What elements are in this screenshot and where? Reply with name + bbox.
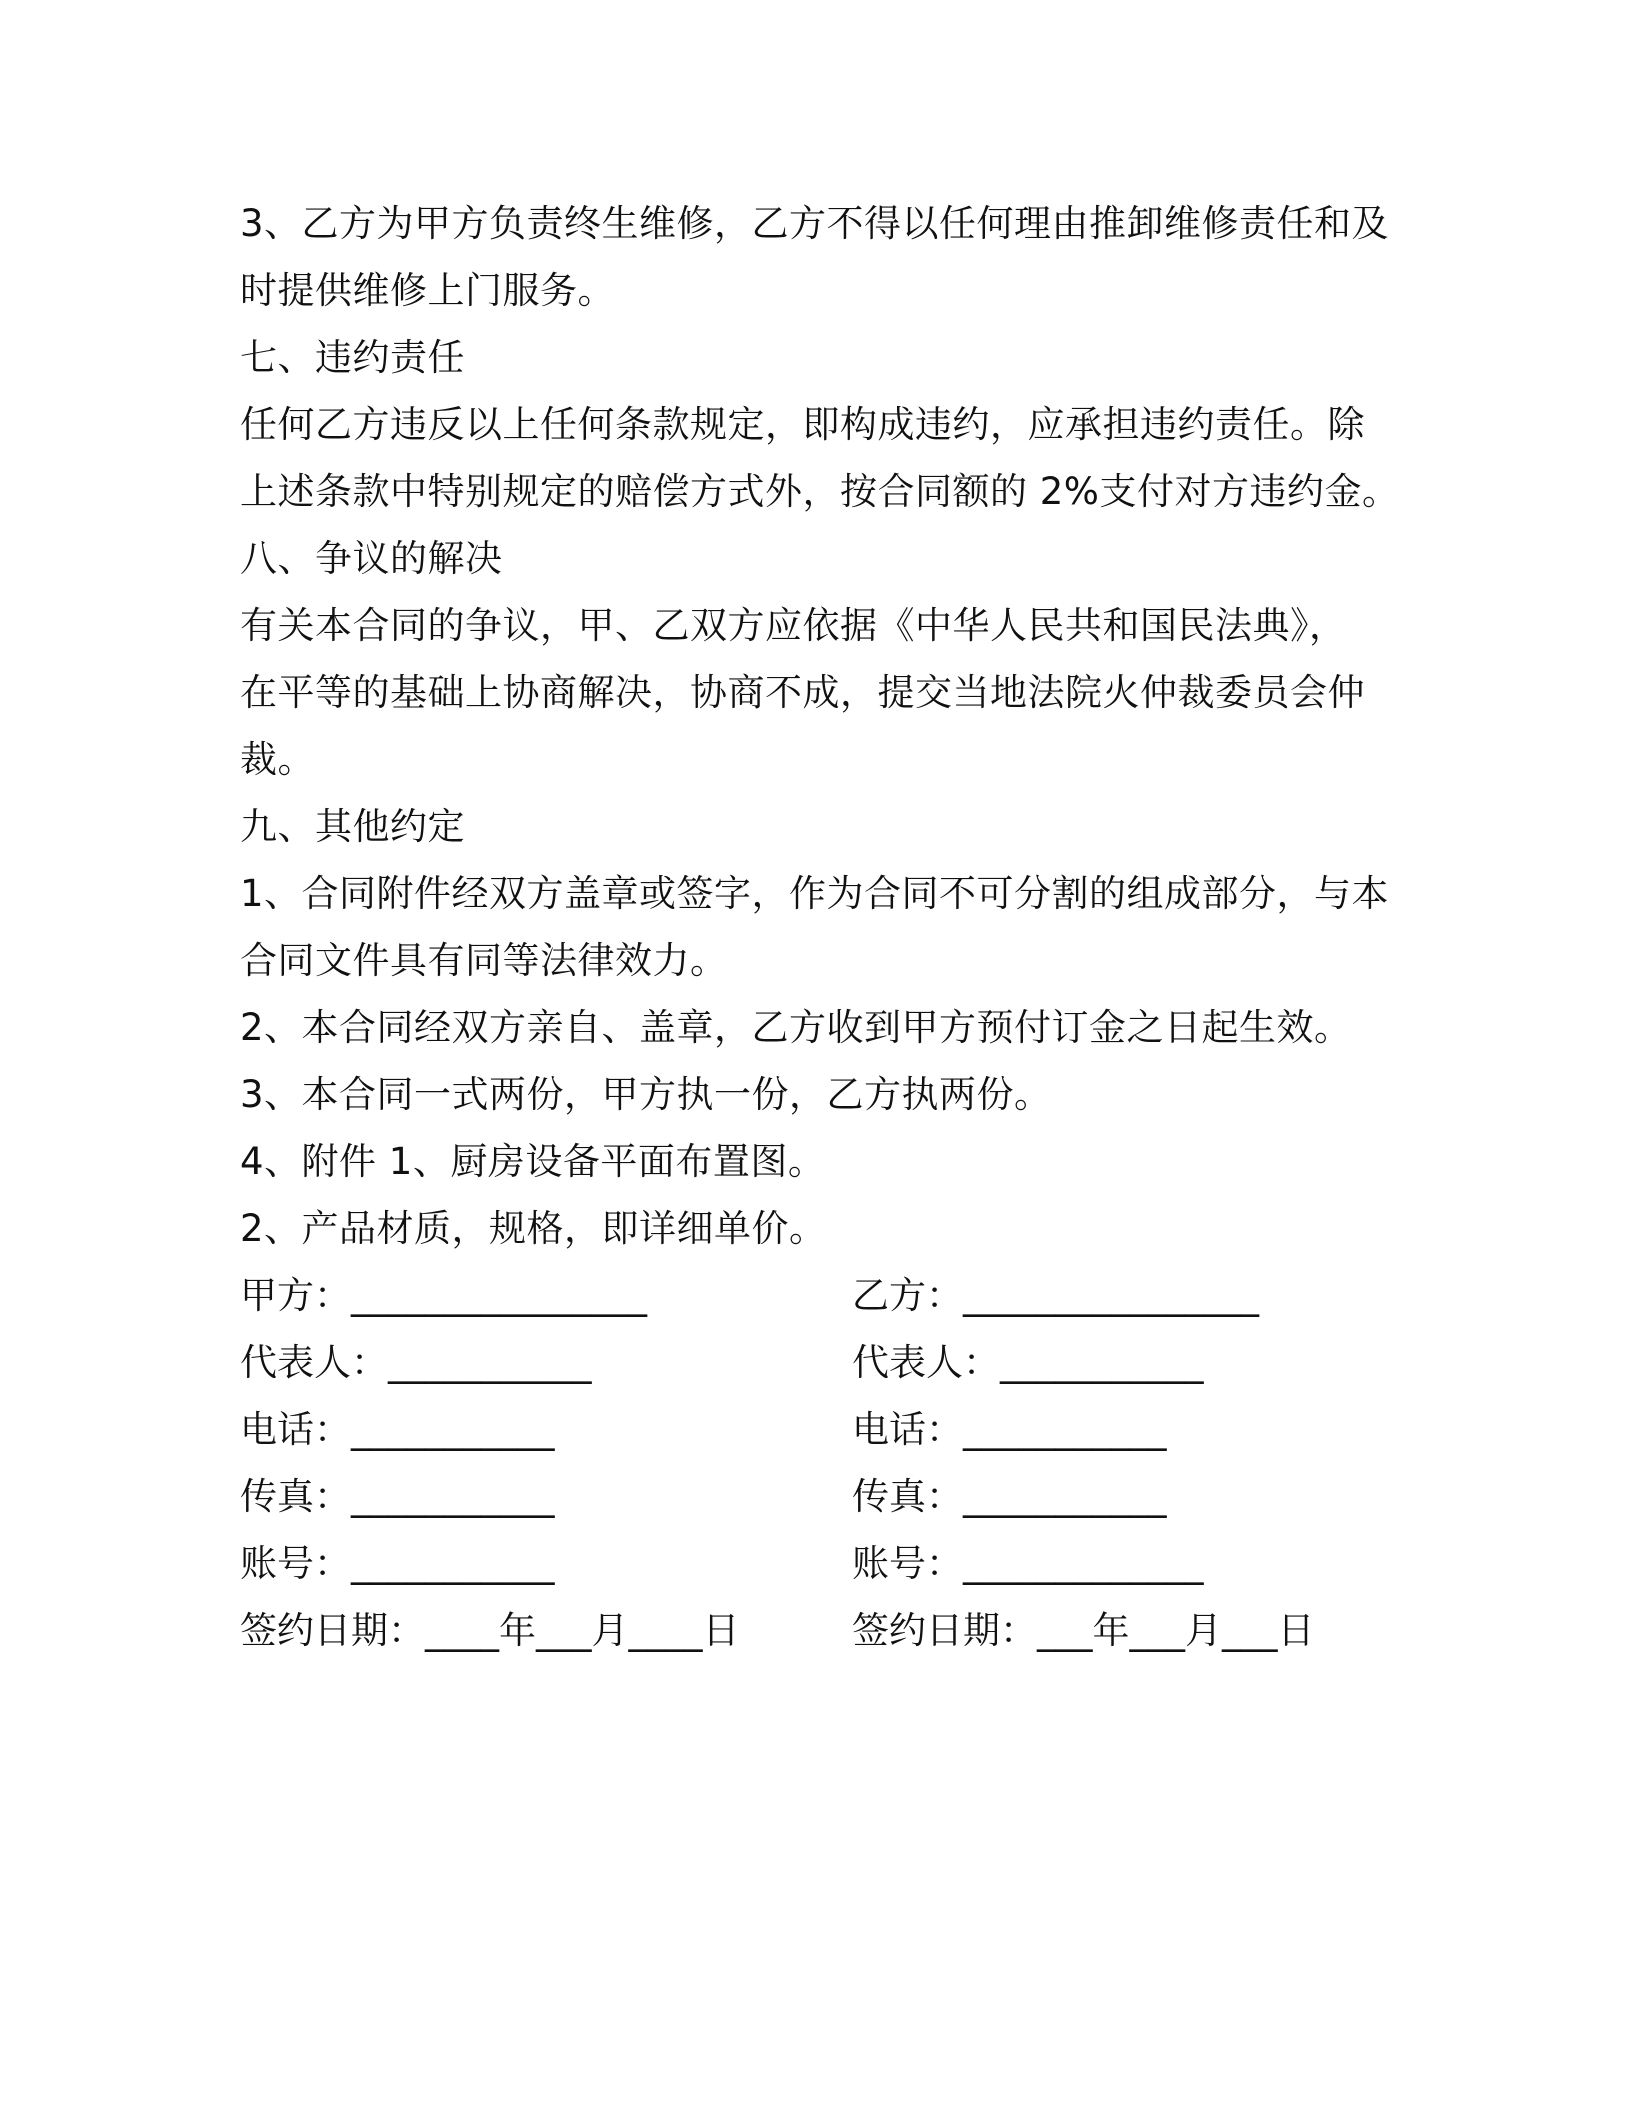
section-8-text-line-2: 在平等的基础上协商解决，协商不成，提交当地法院火仲裁委员会仲	[240, 671, 1365, 714]
section-9-item-4: 4、附件 1、厨房设备平面布置图。	[240, 1140, 826, 1183]
party-a-fax-field: 传真：___________	[240, 1475, 555, 1518]
clause-3-maintenance-line-1: 3、乙方为甲方负责终生维修，乙方不得以任何理由推卸维修责任和及	[240, 202, 1390, 245]
section-9-item-3: 3、本合同一式两份，甲方执一份，乙方执两份。	[240, 1073, 1052, 1116]
section-9-item-2: 2、本合同经双方亲自、盖章，乙方收到甲方预付订金之日起生效。	[240, 1006, 1352, 1049]
signature-row-party	[240, 1262, 1390, 1329]
section-9-heading: 九、其他约定	[240, 805, 465, 848]
party-b-phone-field: 电话：___________	[852, 1408, 1167, 1451]
section-7-heading: 七、违约责任	[240, 336, 465, 379]
section-8-heading: 八、争议的解决	[240, 537, 503, 580]
signature-row-representative	[240, 1329, 1390, 1396]
party-b-account-field: 账号：_____________	[852, 1542, 1204, 1585]
section-8-text-line-3: 裁。	[240, 738, 315, 781]
signature-row-phone	[240, 1396, 1390, 1463]
party-a-signing-date-field: 签约日期：____年___月____日	[240, 1609, 740, 1652]
clause-3-maintenance-line-2: 时提供维修上门服务。	[240, 269, 615, 312]
party-b-fax-field: 传真：___________	[852, 1475, 1167, 1518]
party-a-representative-field: 代表人：___________	[240, 1341, 592, 1384]
section-7-text-line-1: 任何乙方违反以上任何条款规定，即构成违约，应承担违约责任。除	[240, 403, 1365, 446]
party-a-field: 甲方：________________	[240, 1274, 647, 1317]
attachment-2: 2、产品材质，规格，即详细单价。	[240, 1207, 827, 1250]
signature-block	[240, 1262, 1390, 1664]
signature-row-account	[240, 1530, 1390, 1597]
contract-body	[240, 190, 1400, 1262]
party-b-representative-field: 代表人：___________	[852, 1341, 1204, 1384]
signature-row-date	[240, 1597, 1390, 1664]
party-a-phone-field: 电话：___________	[240, 1408, 555, 1451]
party-b-signing-date-field: 签约日期：___年___月___日	[852, 1609, 1315, 1652]
party-b-field: 乙方：________________	[852, 1274, 1259, 1317]
section-7-text-line-2: 上述条款中特别规定的赔偿方式外，按合同额的 2%支付对方违约金。	[240, 470, 1400, 513]
section-8-text-line-1: 有关本合同的争议，甲、乙双方应依据《中华人民共和国民法典》，	[240, 604, 1347, 647]
section-9-item-1-line-1: 1、合同附件经双方盖章或签字，作为合同不可分割的组成部分，与本	[240, 872, 1390, 915]
party-a-account-field: 账号：___________	[240, 1542, 555, 1585]
section-9-item-1-line-2: 合同文件具有同等法律效力。	[240, 939, 728, 982]
signature-row-fax	[240, 1463, 1390, 1530]
